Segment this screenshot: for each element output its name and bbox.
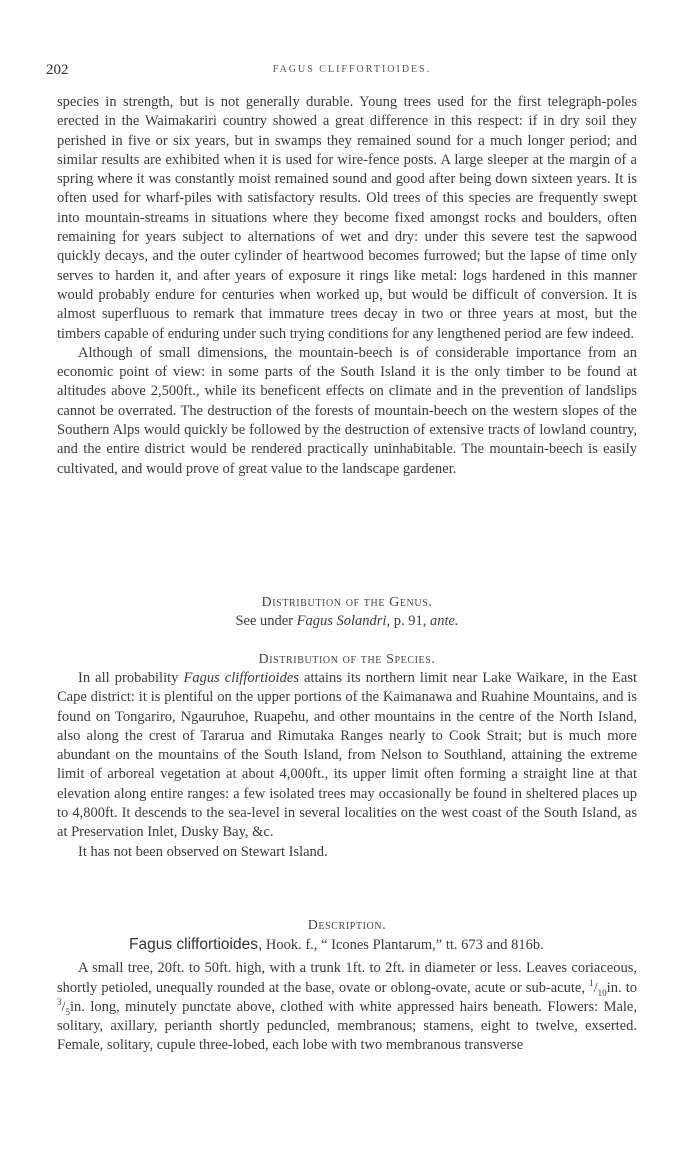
desc-part-1: A small tree, 20ft. to 50ft. high, with a trunk 1ft. to 2ft. in diameter or less. Leaves coriaceous, shortly petioled, unequally rounded at the base, ovate or oblong-ovate, acute or sub-acute,	[57, 960, 637, 996]
section-genus	[57, 593, 637, 631]
paragraph-durability: species in strength, but is not generally durable. Young trees used for the first telegraph-poles erected in the Waimakariri country showed a great difference in this respect: if in dry soil they perished in five or six years, but in swamps they remained sound for a much longer period; and similar results are exhibited when it is used for wire-fence posts. A large sleeper at the margin of a spring where it was constantly moist remained sound and good after being down sixteen years. It is often used for wharf-piles with satisfactory results. Old trees of this species are frequently swept into mountain-streams in situations where they become fixed amongst rocks and boulders, often remaining for years subject to alternations of wet and dry: under this severe test the sapwood quickly decays, and the outer cylinder of heartwood becomes furrowed; but the lapse of time only serves to harden it, and after years of exposure it rings like metal: logs hardened in this manner would probably endure for centuries when worked up, but would be difficult of conversion. It is almost superfluous to remark that immature trees decay in two or three years at most, but the timbers capable of enduring under such trying conditions for any lengthened period are few indeed.	[57, 94, 637, 342]
species-citation	[57, 935, 637, 955]
see-species-name: Fagus Solandri	[296, 613, 387, 629]
see-ante: ante.	[429, 613, 459, 629]
heading-distribution-species: Distribution of the Species.	[258, 652, 436, 667]
page-number: 202	[46, 62, 69, 78]
section-description	[57, 916, 637, 1056]
desc-part-3: in. long, minutely punctate above, clothed with white appressed hairs beneath. Flowers: Male, solitary, axillary, perianth shortly peduncled, membranous; stamens, eight to twelve, exserted. Female, solitary, cupule three-lobed, each lobe with two membranous transverse	[57, 998, 637, 1054]
paragraph-economic-importance: Although of small dimensions, the mountain-beech is of considerable importance from an economic point of view: in some parts of the South Island it is the only timber to be found at altitudes above 2,500ft., while its beneficent effects on climate and in the prevention of landslips cannot be overrated. The destruction of the forests of mountain-beech on the western slopes of the Southern Alps would quickly be followed by the destruction of extensive tracts of lowland country, and the entire district would be rendered practically uninhabitable. The mountain-beech is easily cultivated, and would prove of great value to the landscape gardener.	[57, 344, 637, 477]
species-p-rest: attains its northern limit near Lake Waikare, in the East Cape district: it is plentiful on the upper portions of the Kaimanawa and Ruahine Mountains, and is found on Tongariro, Ngauruhoe, Ruapehu, and other mountains in the centre of the North Island, also along the crest of Tararua and Rimutaka Ranges nearly to Cook Strait; but is much more abundant on the mountains of the South Island, from Nelson to Southland, attaining the extreme limit of arboreal vegetation at about 4,000ft., its upper limit often forming a straight line at that elevation along entire ranges: a few isolated trees may occasionally be found in sheltered places up to 4,800ft. It descends to the sea-level in several localities on the west coast of the South Island, as at Preservation Inlet, Dusky Bay, &c.	[57, 670, 638, 841]
fraction-1-denominator: 10	[597, 987, 607, 998]
fraction-2-numerator: 3	[57, 997, 62, 1008]
paragraph-species-distribution	[57, 669, 637, 843]
section-species	[57, 650, 637, 862]
paragraph-stewart-island: It has not been observed on Stewart Island.	[78, 843, 328, 860]
citation-text: Hook. f., “ Icones Plantarum,” tt. 673 and 816b.	[262, 937, 544, 953]
running-head	[46, 62, 658, 82]
heading-description: Description.	[307, 918, 387, 933]
genus-see-under	[57, 612, 637, 631]
see-page: , p. 91,	[386, 613, 430, 629]
see-prefix: See under	[235, 613, 297, 629]
heading-distribution-genus: Distribution of the Genus.	[261, 595, 433, 610]
fraction-2-denominator: 5	[65, 1006, 71, 1017]
species-p-start: In all probability	[78, 670, 184, 686]
body-text-top	[57, 93, 637, 479]
species-name-title: Fagus cliffortioides,	[129, 936, 263, 953]
species-p-name: Fagus cliffortioides	[183, 670, 299, 686]
desc-part-2: in. to	[606, 979, 637, 996]
fraction-1-numerator: 1	[589, 977, 594, 988]
paragraph-description: A small tree, 20ft. to 50ft. high, with a trunk 1ft. to 2ft. in diameter or less. Leaves coriaceous, shortly petioled, unequally rounded at the base, ovate or oblong-ovate, acute or sub-acute, $^1/_{10}in$. to $^3/_5in$. long, minutely punctate above, clothed with white appressed hairs beneath. Flowers: Male, solitary, axillary, perianth shortly peduncled, membranous; stamens, eight to twelve, exserted. Female, solitary, cupule three-lobed, each lobe with two membranous transverse	[57, 960, 637, 1054]
running-title: FAGUS CLIFFORTIOIDES.	[272, 64, 432, 75]
